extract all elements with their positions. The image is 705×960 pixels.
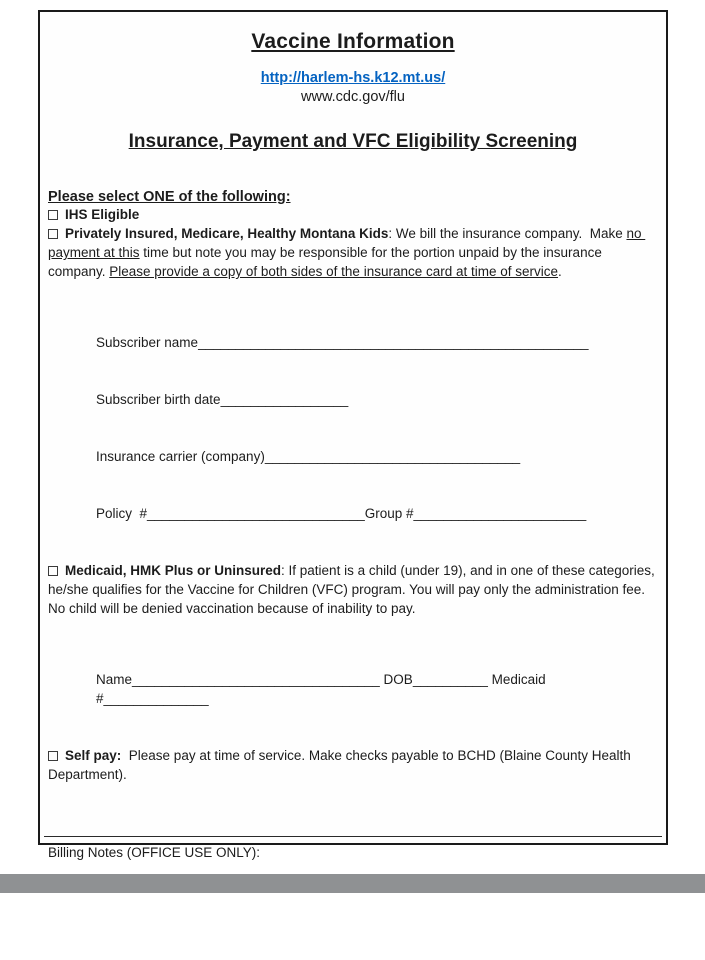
carrier-label: Insurance carrier (company) [96,449,265,464]
policy-label: Policy # [96,506,148,521]
option-private-underlined-2: Please provide a copy of both sides of the insurance card at time of service [109,264,559,279]
option-self-pay-label: Self pay: [65,748,122,763]
policy-blank[interactable]: _____________________________ [147,506,365,521]
medicaid-number-blank[interactable]: ______________ [103,691,209,706]
group-label: Group # [364,506,414,521]
option-self-pay-text: Please pay at time of service. Make checks payable to BCHD (Blaine County Health Department). [48,748,635,782]
insurance-fields [96,295,658,561]
checkbox-ihs-eligible[interactable] [48,210,58,220]
option-private-text-2: time but note you may be responsible for the portion unpaid by the insurance company. [48,245,606,279]
form-page [38,10,668,860]
option-ihs-eligible [48,205,658,224]
subscriber-name-label: Subscriber name [96,335,199,350]
school-url-link[interactable]: http://harlem-hs.k12.mt.us/ [260,70,446,86]
option-ihs-label: IHS Eligible [65,207,140,222]
medicaid-number-label: Medicaid # [96,672,550,706]
field-subscriber-name [96,333,658,352]
instruction-text: Please select ONE of the following: [48,189,291,205]
birth-date-label: Subscriber birth date [96,392,221,407]
checkbox-privately-insured[interactable] [48,229,58,239]
page-title: Vaccine Information [251,30,455,53]
checkbox-self-pay[interactable] [48,751,58,761]
option-medicaid [48,561,658,618]
option-medicaid-text: : If patient is a child (under 19), and in one of these categories, he/she qualifies for the Vaccine for Children (VFC) program. You will pay only the administration fee. No child will be denied vaccination because of inability to pay. [48,563,659,616]
dob-label: DOB [379,672,413,687]
field-subscriber-birth-date [96,390,658,409]
group-blank[interactable]: _______________________ [413,506,587,521]
field-insurance-carrier [96,447,658,466]
option-private-text-1: : We bill the insurance company. Make [388,226,627,241]
option-private-underlined-1: no payment at this [48,226,646,260]
option-medicaid-label: Medicaid, HMK Plus or Uninsured [65,563,282,578]
billing-notes-label: Billing Notes (OFFICE USE ONLY): [48,845,261,860]
option-privately-insured [48,224,658,281]
cdc-url-text: www.cdc.gov/flu [301,89,405,105]
birth-date-blank[interactable]: _________________ [220,392,349,407]
checkbox-medicaid[interactable] [48,566,58,576]
dob-blank[interactable]: __________ [412,672,488,687]
header-links [48,70,658,105]
field-policy-group [96,504,658,523]
subscriber-name-blank[interactable]: ____________________________________________________ [198,335,589,350]
name-label: Name [96,672,133,687]
carrier-blank[interactable]: __________________________________ [264,449,521,464]
field-name-dob-medicaid [96,670,658,708]
option-private-label: Privately Insured, Medicare, Healthy Montana Kids [65,226,389,241]
form-heading: Insurance, Payment and VFC Eligibility Screening [128,131,578,152]
option-private-text-3: . [558,264,562,279]
billing-divider [44,836,662,837]
name-blank[interactable]: _________________________________ [132,672,380,687]
scan-edge-artifact [0,874,705,893]
option-self-pay [48,746,658,784]
medicaid-fields [96,632,658,746]
